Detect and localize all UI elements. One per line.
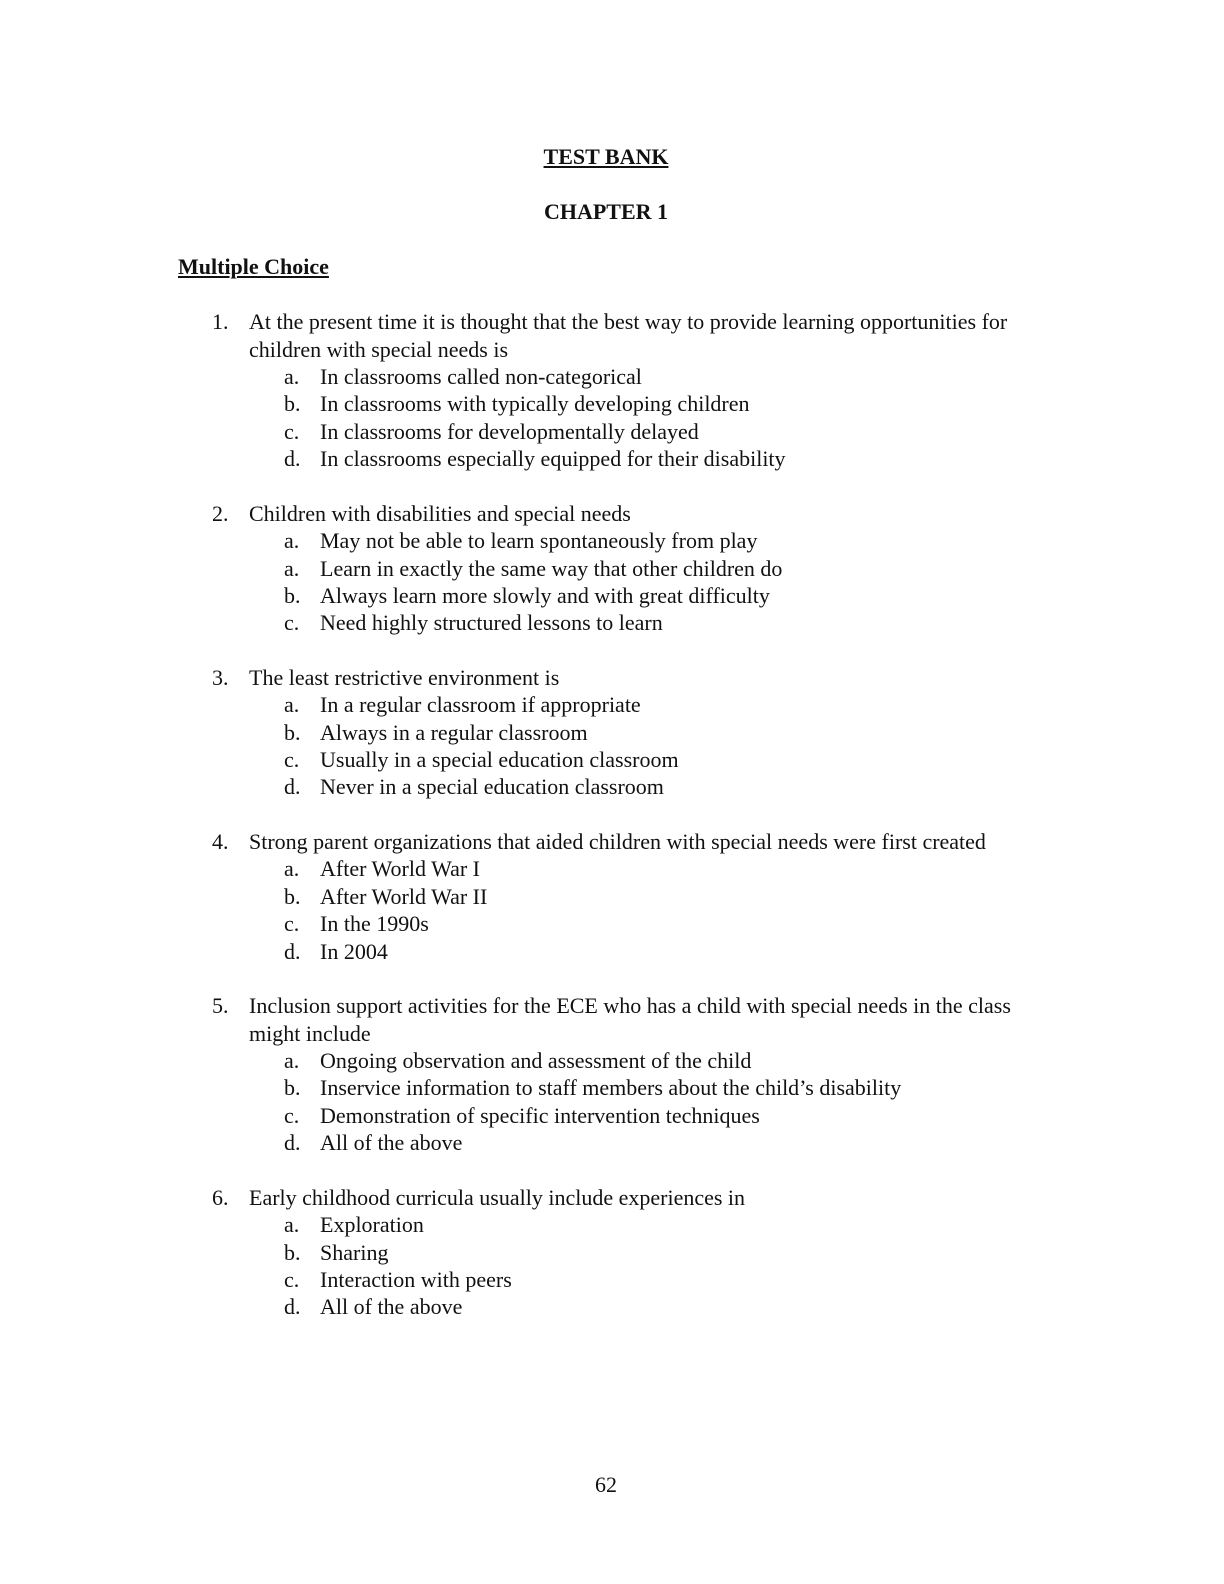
option-letter: d. [284, 1130, 301, 1156]
option-text: All of the above [320, 1130, 463, 1156]
answer-options [212, 1211, 1042, 1321]
option-text: Never in a special education classroom [320, 774, 664, 800]
answer-option [212, 1074, 1042, 1101]
option-letter: a. [284, 555, 300, 581]
answer-option [212, 1293, 1042, 1320]
answer-option [212, 910, 1042, 937]
option-text: Always learn more slowly and with great difficulty [320, 582, 770, 608]
option-letter: b. [284, 582, 301, 608]
answer-options [212, 527, 1042, 637]
option-letter: c. [284, 747, 300, 773]
option-text: Demonstration of specific intervention techniques [320, 1102, 760, 1128]
answer-options [212, 691, 1042, 801]
question-item [212, 308, 1042, 473]
option-letter: b. [284, 1239, 301, 1265]
question-item [212, 664, 1042, 801]
option-letter: c. [284, 1266, 300, 1292]
option-text: May not be able to learn spontaneously from play [320, 528, 758, 554]
option-text: Sharing [320, 1239, 389, 1265]
option-text: Need highly structured lessons to learn [320, 610, 663, 636]
option-letter: b. [284, 719, 301, 745]
answer-option [212, 555, 1042, 582]
answer-option [212, 1129, 1042, 1156]
chapter-heading: CHAPTER 1 [543, 199, 669, 224]
answer-option [212, 418, 1042, 445]
question-text: Children with disabilities and special needs [249, 500, 631, 526]
question-stem [212, 1184, 1042, 1212]
question-item [212, 828, 1042, 965]
answer-option [212, 1239, 1042, 1266]
answer-option [212, 938, 1042, 965]
option-text: In classrooms for developmentally delayed [320, 418, 699, 444]
option-text: In the 1990s [320, 911, 429, 937]
question-text: Early childhood curricula usually include experiences in [249, 1184, 746, 1210]
answer-option [212, 582, 1042, 609]
option-text: Inservice information to staff members about the child’s disability [320, 1075, 902, 1101]
question-stem [212, 308, 1042, 363]
question-number: 2. [212, 500, 229, 526]
answer-option [212, 445, 1042, 472]
option-letter: d. [284, 774, 301, 800]
answer-option [212, 527, 1042, 554]
question-number: 5. [212, 993, 229, 1018]
answer-option [212, 390, 1042, 417]
answer-option [212, 719, 1042, 746]
option-letter: a. [284, 692, 300, 718]
option-text: In a regular classroom if appropriate [320, 692, 641, 718]
answer-options [212, 1047, 1042, 1157]
option-letter: d. [284, 938, 301, 964]
option-letter: a. [284, 528, 300, 554]
option-letter: b. [284, 1075, 301, 1101]
question-text: The least restrictive environment is [249, 664, 560, 690]
answer-option [212, 855, 1042, 882]
option-text: Usually in a special education classroom [320, 747, 679, 773]
option-letter: d. [284, 446, 301, 472]
document-title-text: TEST BANK [543, 144, 669, 169]
answer-option [212, 1211, 1042, 1238]
question-stem [212, 500, 1042, 528]
answer-option [212, 773, 1042, 800]
question-number: 4. [212, 828, 229, 854]
option-text: Learn in exactly the same way that other children do [320, 555, 783, 581]
option-text: Always in a regular classroom [320, 719, 588, 745]
section-heading: Multiple Choice [178, 254, 329, 279]
answer-option [212, 883, 1042, 910]
answer-option [212, 609, 1042, 636]
option-letter: a. [284, 364, 300, 389]
option-letter: b. [284, 391, 301, 417]
answer-option [212, 1266, 1042, 1293]
question-item [212, 500, 1042, 637]
answer-option [212, 363, 1042, 390]
option-letter: b. [284, 883, 301, 909]
answer-options [212, 363, 1042, 473]
answer-options [212, 855, 1042, 965]
option-letter: c. [284, 911, 300, 937]
option-letter: a. [284, 1212, 300, 1238]
question-number: 1. [212, 309, 229, 334]
option-letter: c. [284, 610, 300, 636]
answer-option [212, 1047, 1042, 1074]
option-text: After World War II [320, 883, 488, 909]
question-number: 3. [212, 664, 229, 690]
question-stem [212, 828, 1042, 856]
option-letter: a. [284, 1048, 300, 1073]
question-text: Strong parent organizations that aided children with special needs were first created [249, 828, 986, 854]
option-letter: c. [284, 1102, 300, 1128]
question-text: Inclusion support activities for the ECE who has a child with special needs in the class might include [249, 993, 1011, 1046]
answer-option [212, 746, 1042, 773]
option-letter: d. [284, 1294, 301, 1320]
option-letter: c. [284, 418, 300, 444]
option-text: In 2004 [320, 938, 388, 964]
option-text: In classrooms especially equipped for their disability [320, 446, 786, 472]
question-item [212, 992, 1042, 1157]
option-text: After World War I [320, 856, 480, 882]
answer-option [212, 1102, 1042, 1129]
option-text: In classrooms called non-categorical [320, 364, 642, 389]
option-text: Exploration [320, 1212, 424, 1238]
question-item [212, 1184, 1042, 1321]
page-number: 62 [595, 1472, 617, 1497]
document-title [0, 143, 1212, 171]
question-text: At the present time it is thought that the best way to provide learning opportunities for children with special needs is [249, 309, 1008, 362]
question-stem [212, 992, 1042, 1047]
question-number: 6. [212, 1184, 229, 1210]
option-text: Interaction with peers [320, 1266, 512, 1292]
option-text: In classrooms with typically developing children [320, 391, 750, 417]
option-letter: a. [284, 856, 300, 882]
question-list [212, 308, 1042, 1348]
option-text: Ongoing observation and assessment of the child [320, 1048, 752, 1073]
question-stem [212, 664, 1042, 692]
answer-option [212, 691, 1042, 718]
option-text: All of the above [320, 1294, 463, 1320]
